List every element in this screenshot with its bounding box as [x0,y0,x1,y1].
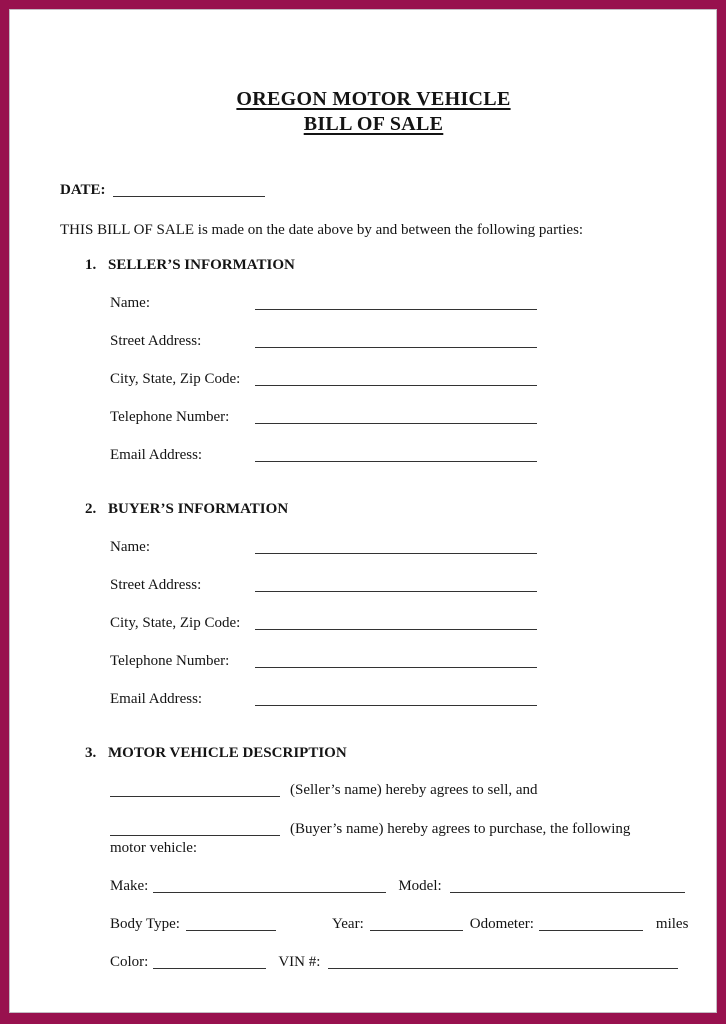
buyer-section-title: BUYER’S INFORMATION [108,501,289,517]
buyer-name-fillin-line[interactable] [110,822,280,836]
section-seller-information [60,256,687,465]
buyer-section-number: 2. [85,501,97,517]
seller-street-address-input-line[interactable] [255,334,537,348]
buyer-section-heading [85,500,687,519]
seller-section-heading [85,256,687,275]
model-input-line[interactable] [450,879,685,893]
date-input-line[interactable] [113,183,265,197]
title-line-2: BILL OF SALE [303,113,444,135]
document-title [60,87,687,137]
buyer-city-state-zip-input-line[interactable] [255,616,537,630]
seller-name-fillin-line[interactable] [110,783,280,797]
seller-city-state-zip-row [110,369,687,389]
buyer-street-address-label: Street Address: [110,577,202,593]
model-label: Model: [398,878,442,894]
date-label: DATE: [60,182,106,198]
seller-section-title: SELLER’S INFORMATION [108,257,295,273]
seller-clause-text: (Seller’s name) hereby agrees to sell, and [290,782,538,798]
seller-email-row [110,445,687,465]
make-model-row [110,876,687,896]
odometer-input-line[interactable] [539,917,643,931]
buyer-email-input-line[interactable] [255,692,537,706]
seller-city-state-zip-input-line[interactable] [255,372,537,386]
buyer-name-input-line[interactable] [255,540,537,554]
buyer-city-state-zip-row [110,613,687,633]
body-type-input-line[interactable] [186,917,276,931]
buyer-telephone-input-line[interactable] [255,654,537,668]
seller-street-address-row [110,331,687,351]
seller-street-address-label: Street Address: [110,333,202,349]
buyer-street-address-input-line[interactable] [255,578,537,592]
vin-input-line[interactable] [328,955,678,969]
seller-section-number: 1. [85,257,97,273]
color-label: Color: [110,954,149,970]
odometer-label: Odometer: [469,916,534,932]
buyer-city-state-zip-label: City, State, Zip Code: [110,615,241,631]
buyer-telephone-label: Telephone Number: [110,653,230,669]
make-input-line[interactable] [153,879,386,893]
make-label: Make: [110,878,149,894]
vehicle-section-title: MOTOR VEHICLE DESCRIPTION [108,745,347,761]
seller-name-input-line[interactable] [255,296,537,310]
buyer-clause-text: (Buyer’s name) hereby agrees to purchase, the following [290,821,631,837]
buyer-street-address-row [110,575,687,595]
title-line-1: OREGON MOTOR VEHICLE [236,88,511,110]
seller-name-label: Name: [110,295,150,311]
buyer-email-row [110,689,687,709]
document-content [9,9,717,972]
seller-email-input-line[interactable] [255,448,537,462]
color-vin-row [110,952,687,972]
seller-telephone-label: Telephone Number: [110,409,230,425]
vehicle-section-number: 3. [85,745,97,761]
seller-telephone-row [110,407,687,427]
buyer-agreement-clause [110,819,687,858]
seller-city-state-zip-label: City, State, Zip Code: [110,371,241,387]
vin-label: VIN #: [278,954,321,970]
buyer-telephone-row [110,651,687,671]
date-row [60,180,687,200]
seller-telephone-input-line[interactable] [255,410,537,424]
section-vehicle-description [60,744,687,972]
miles-suffix: miles [655,916,689,932]
buyer-clause-line [110,819,687,839]
year-label: Year: [331,916,364,932]
seller-email-label: Email Address: [110,447,203,463]
intro-text: THIS BILL OF SALE is made on the date above by and between the following parties: [60,222,584,238]
buyer-name-label: Name: [110,539,150,555]
buyer-email-label: Email Address: [110,691,203,707]
buyer-clause-wrap-text: motor vehicle: [110,840,198,856]
seller-name-row [110,293,687,313]
buyer-name-row [110,537,687,557]
body-type-label: Body Type: [110,916,180,932]
vehicle-section-heading [85,744,687,763]
bodytype-year-odometer-row [110,914,687,934]
year-input-line[interactable] [370,917,463,931]
section-buyer-information [60,500,687,709]
color-input-line[interactable] [153,955,266,969]
seller-agreement-clause [110,780,687,800]
